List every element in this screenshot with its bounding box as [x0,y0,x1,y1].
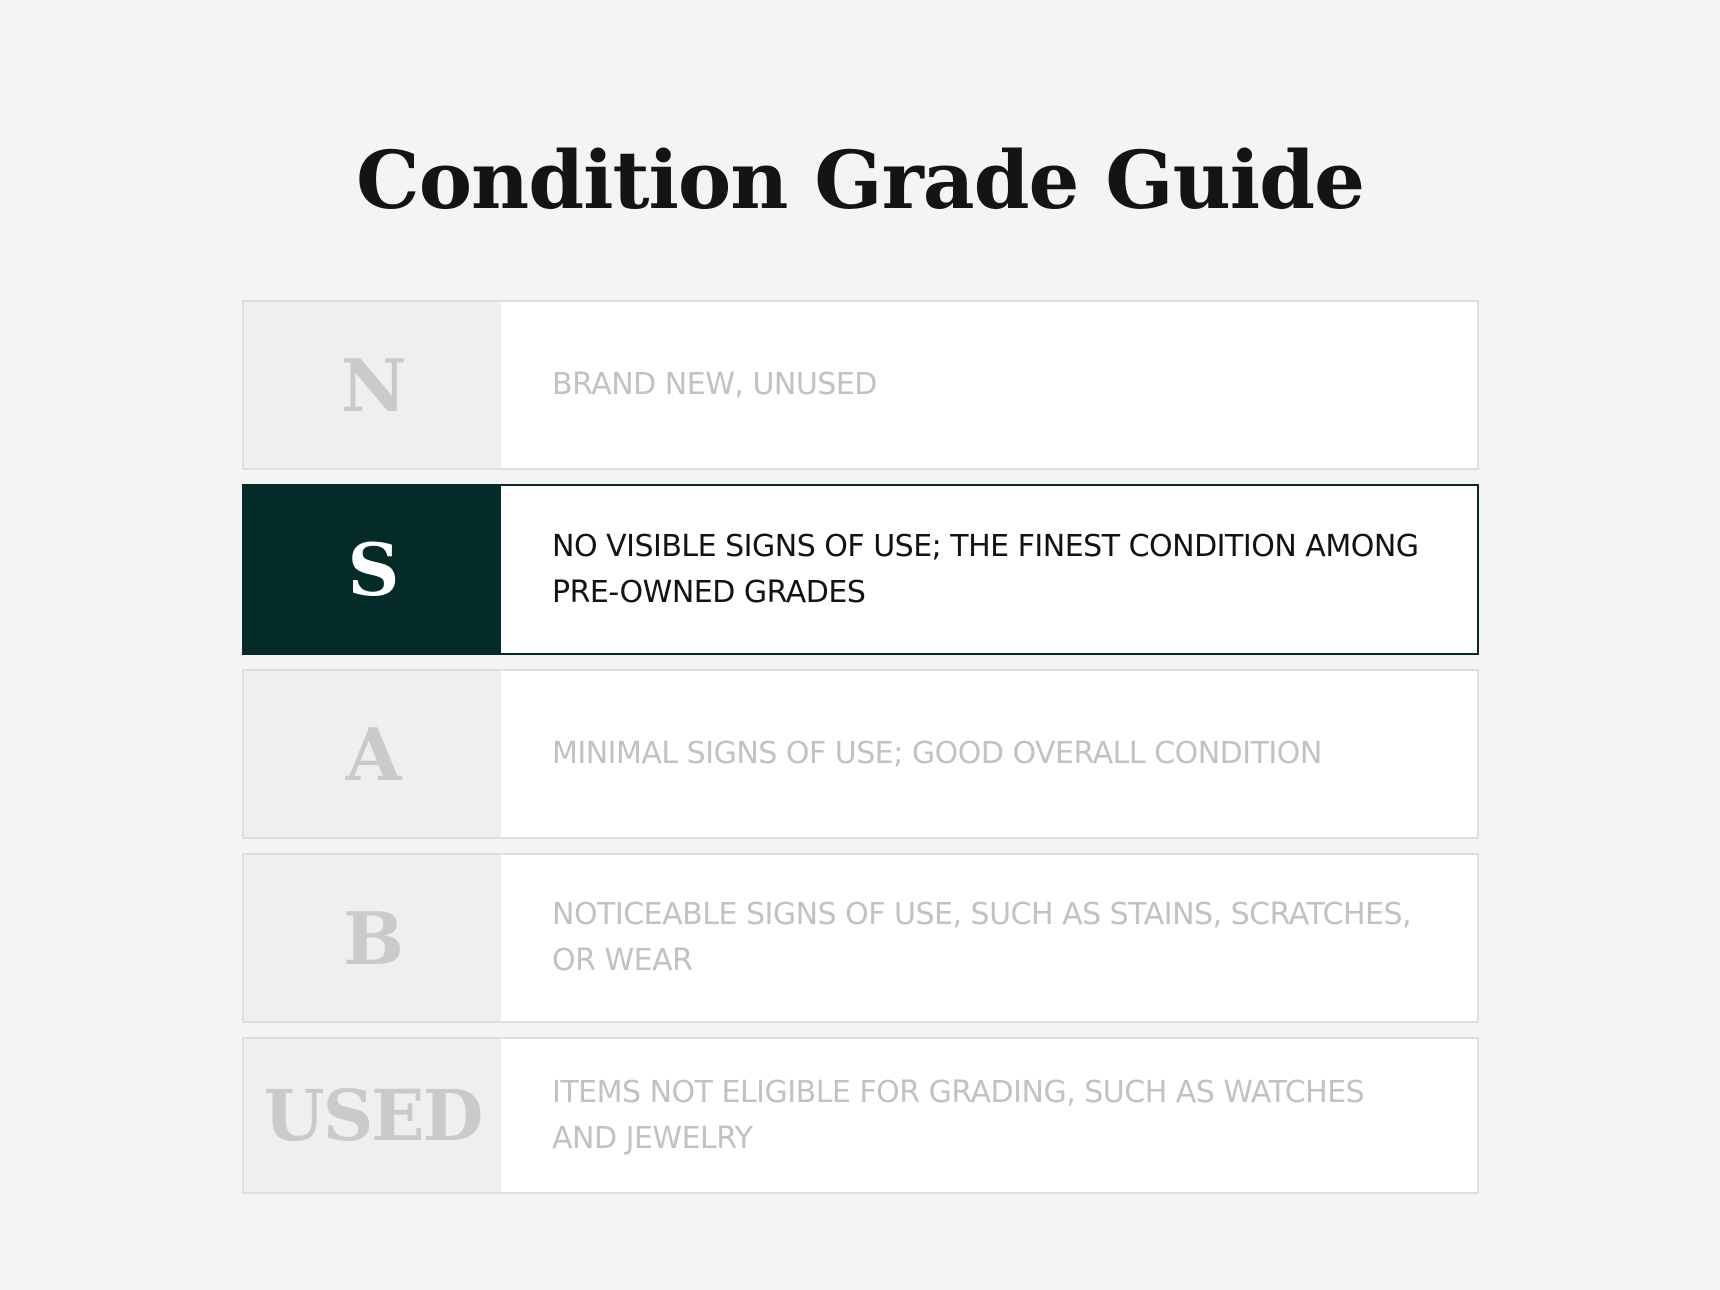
grade-description: BRAND NEW, UNUSED [552,367,877,402]
grade-description: NOTICEABLE SIGNS OF USE, SUCH AS STAINS, SCRATCHES, OR WEAR [552,897,1412,978]
grade-code: A [244,671,501,837]
grade-row-s[interactable] [242,484,1479,655]
grade-row-a[interactable] [242,669,1479,839]
grade-code: B [244,855,501,1021]
grade-code: S [244,486,501,653]
grade-description: NO VISIBLE SIGNS OF USE; THE FINEST CONDITION AMONG PRE-OWNED GRADES [552,528,1419,610]
grade-code: USED [244,1039,501,1192]
page-title: Condition Grade Guide [356,133,1364,227]
grade-row-b[interactable] [242,853,1479,1023]
grade-list [242,300,1479,1208]
grade-description: ITEMS NOT ELIGIBLE FOR GRADING, SUCH AS WATCHES AND JEWELRY [552,1074,1365,1156]
grade-row-n[interactable] [242,300,1479,470]
grade-code: N [244,302,501,468]
grade-row-used[interactable] [242,1037,1479,1194]
grade-description: MINIMAL SIGNS OF USE; GOOD OVERALL CONDITION [552,736,1322,771]
